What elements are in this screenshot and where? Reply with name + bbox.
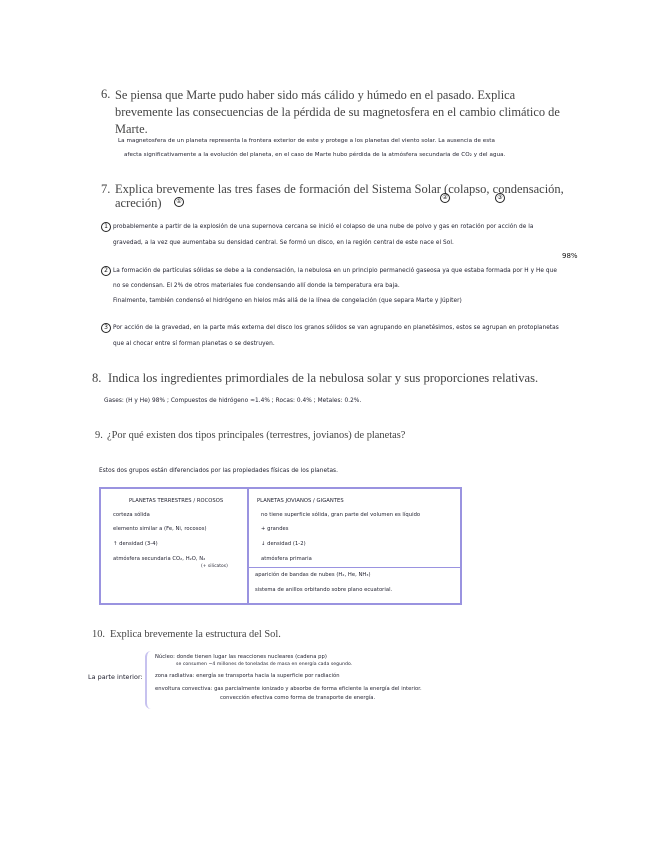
q7-mark-2-icon: ② [440,193,450,203]
q10-label: La parte interior: [88,673,143,681]
jovian-row-1: no tiene superficie sólida, gran parte del volumen es líquido [261,512,421,518]
q9-number: 9. [95,430,103,441]
q6-answer-line-1: La magnetosfera de un planeta representa la frontera exterior de este y protege a los planetas del viento solar. La ausencia de esta [118,138,495,144]
phase2-line-3: Finalmente, también condensó el hidrógeno en hielos más allá de la línea de congelación (que separa Marte y Júpiter) [113,298,462,304]
sun-core: Núcleo: donde tienen lugar las reacciones nucleares (cadena pp) [155,654,327,660]
phase1-line-1: probablemente a partir de la explosión de una supernova cercana se inició el colapso de una nube de polvo y gas en rotación por acción de la [113,224,534,230]
terrestrial-row-3: ↑ densidad (3-4) [113,541,158,547]
sun-structure-brace [145,651,153,709]
jovian-bottom-2: sistema de anillos orbitando sobre plano ecuatorial. [255,587,393,593]
sun-radiative-zone: zona radiativa: energía se transporta hacia la superficie por radiación [155,673,340,679]
terrestrial-row-1: corteza sólida [113,512,150,518]
terrestrial-row-4: atmósfera secundaria CO₂, H₂O, N₂ [113,556,206,562]
phase3-line-2: que al chocar entre sí forman planetas o se destruyen. [113,341,275,347]
q8-number: 8. [92,371,102,385]
q7-question-line-2: acreción) [115,196,162,210]
jovian-row-2: + grandes [261,526,289,532]
planet-comparison-table [99,487,462,605]
q7-mark-3-icon: ③ [495,193,505,203]
q7-mark-1-icon: ① [174,197,184,207]
terrestrial-note: (+ silicatos) [201,564,228,569]
q9-answer: Estos dos grupos están diferenciados por las propiedades físicas de los planetas. [99,468,339,474]
phase2-line-2: no se condensan. El 2% de otros materiales fue condensando allí donde la temperatura era baja. [113,283,400,289]
sun-convective-envelope: envoltura convectiva: gas parcialmente ionizado y absorbe de forma eficiente la energía del interior. [155,686,422,692]
table-row-divider [249,567,460,568]
q6-question: Se piensa que Marte pudo haber sido más cálido y húmedo en el pasado. Explica brevemente las consecuencias de la pérdida de su magnetosfera en el cambio climático de Marte. [115,88,560,136]
sun-convective-detail: convección efectiva como forma de transporte de energía. [220,695,376,701]
jovian-header: PLANETAS JOVIANOS / GIGANTES [257,498,344,504]
q10-question: Explica brevemente la estructura del Sol. [110,629,281,640]
q6-answer-line-2: afecta significativamente a la evolución del planeta, en el caso de Marte hubo pérdida de la atmósfera secundaria de CO₂ y del agua. [124,152,506,158]
jovian-row-3: ↓ densidad (1-2) [261,541,306,547]
terrestrial-row-2: elemento similar a (Fe, Ni, rocosos) [113,526,207,532]
q6-number: 6. [101,87,111,101]
q9-question: ¿Por qué existen dos tipos principales (terrestres, jovianos) de planetas? [107,430,406,441]
phase1-line-2: gravedad, a la vez que aumentaba su densidad central. Se formó un disco, en la región central de este nace el Sol. [113,240,454,246]
phase2-line-1: La formación de partículas sólidas se debe a la condensación, la nebulosa en un principio permaneció gaseosa ya que estaba formada por H y He que [113,268,557,274]
phase2-number-icon: 2 [101,266,111,276]
table-column-divider [247,489,249,603]
phase3-line-1: Por acción de la gravedad, en la parte más externa del disco los granos sólidos se van agrupando en planetésimos, estos se agrupan en protoplanetas [113,325,559,331]
q7-number: 7. [101,182,111,196]
phase1-number-icon: 1 [101,222,111,232]
q8-answer: Gases: (H y He) 98% ; Compuestos de hidrógeno ≈1.4% ; Rocas: 0.4% ; Metales: 0.2%. [104,398,362,404]
phase3-number-icon: 3 [101,323,111,333]
q8-question: Indica los ingredientes primordiales de la nebulosa solar y sus proporciones relativas. [108,371,539,385]
q10-number: 10. [92,629,105,640]
jovian-row-4: atmósfera primaria [261,556,312,562]
sun-core-detail: se consumen ~4 millones de toneladas de masa en energía cada segundo. [176,662,353,667]
phase2-annotation: 98% [562,252,578,260]
jovian-bottom-1: aparición de bandas de nubes (H₂, He, NH₃) [255,572,371,578]
q7-question-line-1: Explica brevemente las tres fases de formación del Sistema Solar (colapso, condensación, [115,182,564,196]
terrestrial-header: PLANETAS TERRESTRES / ROCOSOS [129,498,224,504]
